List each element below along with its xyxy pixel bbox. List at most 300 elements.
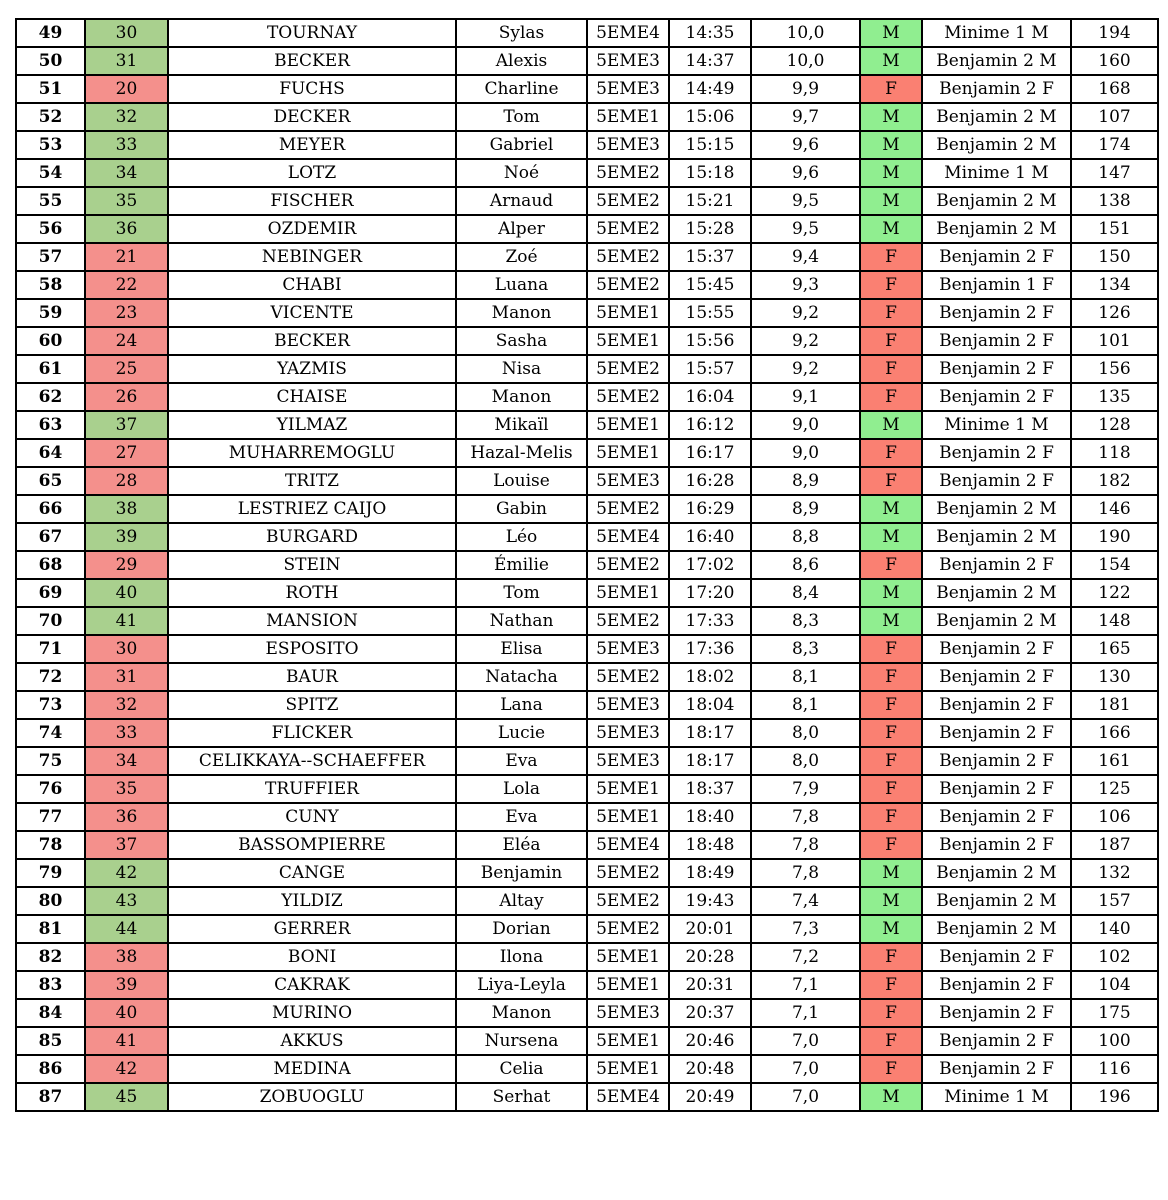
- table-row: [16, 663, 1158, 691]
- table-row: [16, 635, 1158, 663]
- sex-cell: F: [860, 299, 922, 327]
- category-cell: Benjamin 2 M: [922, 859, 1071, 887]
- speed-cell: 9,4: [751, 243, 860, 271]
- time-cell: 20:31: [669, 971, 751, 999]
- last-name-cell: BONI: [168, 943, 456, 971]
- speed-cell: 8,9: [751, 467, 860, 495]
- sex-cell: F: [860, 635, 922, 663]
- bib-number-cell: 160: [1071, 47, 1158, 75]
- gender-rank-cell: 33: [85, 131, 168, 159]
- last-name-cell: BURGARD: [168, 523, 456, 551]
- gender-rank-cell: 44: [85, 915, 168, 943]
- gender-rank-cell: 31: [85, 47, 168, 75]
- table-row: [16, 971, 1158, 999]
- first-name-cell: Alper: [456, 215, 587, 243]
- overall-position-cell: 75: [16, 747, 85, 775]
- gender-rank-cell: 20: [85, 75, 168, 103]
- class-cell: 5EME1: [587, 103, 669, 131]
- table-row: [16, 355, 1158, 383]
- first-name-cell: Luana: [456, 271, 587, 299]
- speed-cell: 9,0: [751, 439, 860, 467]
- speed-cell: 7,0: [751, 1055, 860, 1083]
- sex-cell: M: [860, 495, 922, 523]
- bib-number-cell: 101: [1071, 327, 1158, 355]
- speed-cell: 8,3: [751, 635, 860, 663]
- sex-cell: F: [860, 243, 922, 271]
- category-cell: Benjamin 2 F: [922, 383, 1071, 411]
- category-cell: Benjamin 2 F: [922, 719, 1071, 747]
- table-row: [16, 159, 1158, 187]
- sex-cell: M: [860, 915, 922, 943]
- last-name-cell: TRITZ: [168, 467, 456, 495]
- category-cell: Benjamin 2 F: [922, 943, 1071, 971]
- category-cell: Benjamin 2 M: [922, 47, 1071, 75]
- bib-number-cell: 148: [1071, 607, 1158, 635]
- last-name-cell: VICENTE: [168, 299, 456, 327]
- sex-cell: M: [860, 131, 922, 159]
- table-row: [16, 943, 1158, 971]
- speed-cell: 8,1: [751, 663, 860, 691]
- table-row: [16, 47, 1158, 75]
- gender-rank-cell: 22: [85, 271, 168, 299]
- last-name-cell: LOTZ: [168, 159, 456, 187]
- sex-cell: F: [860, 747, 922, 775]
- bib-number-cell: 118: [1071, 439, 1158, 467]
- time-cell: 16:40: [669, 523, 751, 551]
- speed-cell: 7,1: [751, 999, 860, 1027]
- overall-position-cell: 54: [16, 159, 85, 187]
- gender-rank-cell: 32: [85, 103, 168, 131]
- results-table: [15, 18, 1159, 1112]
- bib-number-cell: 181: [1071, 691, 1158, 719]
- gender-rank-cell: 40: [85, 579, 168, 607]
- bib-number-cell: 102: [1071, 943, 1158, 971]
- last-name-cell: MURINO: [168, 999, 456, 1027]
- time-cell: 14:49: [669, 75, 751, 103]
- class-cell: 5EME1: [587, 1027, 669, 1055]
- sex-cell: M: [860, 887, 922, 915]
- category-cell: Benjamin 2 M: [922, 131, 1071, 159]
- table-row: [16, 831, 1158, 859]
- bib-number-cell: 150: [1071, 243, 1158, 271]
- overall-position-cell: 63: [16, 411, 85, 439]
- bib-number-cell: 157: [1071, 887, 1158, 915]
- time-cell: 15:28: [669, 215, 751, 243]
- bib-number-cell: 166: [1071, 719, 1158, 747]
- time-cell: 15:37: [669, 243, 751, 271]
- first-name-cell: Manon: [456, 299, 587, 327]
- speed-cell: 9,5: [751, 215, 860, 243]
- first-name-cell: Lola: [456, 775, 587, 803]
- overall-position-cell: 52: [16, 103, 85, 131]
- class-cell: 5EME1: [587, 411, 669, 439]
- speed-cell: 9,6: [751, 159, 860, 187]
- last-name-cell: YILMAZ: [168, 411, 456, 439]
- time-cell: 15:55: [669, 299, 751, 327]
- last-name-cell: ROTH: [168, 579, 456, 607]
- speed-cell: 7,8: [751, 803, 860, 831]
- overall-position-cell: 80: [16, 887, 85, 915]
- bib-number-cell: 175: [1071, 999, 1158, 1027]
- sex-cell: M: [860, 47, 922, 75]
- sex-cell: M: [860, 187, 922, 215]
- first-name-cell: Hazal-Melis: [456, 439, 587, 467]
- time-cell: 18:02: [669, 663, 751, 691]
- gender-rank-cell: 38: [85, 943, 168, 971]
- sex-cell: F: [860, 691, 922, 719]
- overall-position-cell: 57: [16, 243, 85, 271]
- class-cell: 5EME3: [587, 635, 669, 663]
- category-cell: Benjamin 2 M: [922, 495, 1071, 523]
- speed-cell: 8,3: [751, 607, 860, 635]
- first-name-cell: Liya-Leyla: [456, 971, 587, 999]
- first-name-cell: Léo: [456, 523, 587, 551]
- overall-position-cell: 70: [16, 607, 85, 635]
- last-name-cell: MEYER: [168, 131, 456, 159]
- first-name-cell: Natacha: [456, 663, 587, 691]
- first-name-cell: Émilie: [456, 551, 587, 579]
- sex-cell: M: [860, 1083, 922, 1111]
- bib-number-cell: 138: [1071, 187, 1158, 215]
- class-cell: 5EME1: [587, 327, 669, 355]
- gender-rank-cell: 38: [85, 495, 168, 523]
- overall-position-cell: 81: [16, 915, 85, 943]
- last-name-cell: CHABI: [168, 271, 456, 299]
- sex-cell: F: [860, 1027, 922, 1055]
- first-name-cell: Tom: [456, 103, 587, 131]
- bib-number-cell: 194: [1071, 19, 1158, 47]
- time-cell: 18:48: [669, 831, 751, 859]
- gender-rank-cell: 45: [85, 1083, 168, 1111]
- category-cell: Benjamin 2 F: [922, 551, 1071, 579]
- first-name-cell: Lucie: [456, 719, 587, 747]
- speed-cell: 9,6: [751, 131, 860, 159]
- class-cell: 5EME1: [587, 1055, 669, 1083]
- table-row: [16, 803, 1158, 831]
- bib-number-cell: 196: [1071, 1083, 1158, 1111]
- speed-cell: 8,9: [751, 495, 860, 523]
- first-name-cell: Eléa: [456, 831, 587, 859]
- first-name-cell: Gabin: [456, 495, 587, 523]
- last-name-cell: CHAISE: [168, 383, 456, 411]
- category-cell: Benjamin 2 M: [922, 607, 1071, 635]
- class-cell: 5EME1: [587, 943, 669, 971]
- time-cell: 18:04: [669, 691, 751, 719]
- category-cell: Benjamin 2 M: [922, 579, 1071, 607]
- last-name-cell: DECKER: [168, 103, 456, 131]
- bib-number-cell: 146: [1071, 495, 1158, 523]
- table-row: [16, 467, 1158, 495]
- bib-number-cell: 168: [1071, 75, 1158, 103]
- category-cell: Benjamin 2 F: [922, 635, 1071, 663]
- category-cell: Benjamin 2 M: [922, 523, 1071, 551]
- gender-rank-cell: 42: [85, 1055, 168, 1083]
- category-cell: Benjamin 1 F: [922, 271, 1071, 299]
- time-cell: 15:45: [669, 271, 751, 299]
- time-cell: 17:36: [669, 635, 751, 663]
- class-cell: 5EME3: [587, 467, 669, 495]
- table-row: [16, 19, 1158, 47]
- time-cell: 20:46: [669, 1027, 751, 1055]
- last-name-cell: TOURNAY: [168, 19, 456, 47]
- first-name-cell: Zoé: [456, 243, 587, 271]
- bib-number-cell: 122: [1071, 579, 1158, 607]
- overall-position-cell: 50: [16, 47, 85, 75]
- table-row: [16, 299, 1158, 327]
- bib-number-cell: 134: [1071, 271, 1158, 299]
- bib-number-cell: 156: [1071, 355, 1158, 383]
- category-cell: Minime 1 M: [922, 1083, 1071, 1111]
- last-name-cell: AKKUS: [168, 1027, 456, 1055]
- class-cell: 5EME2: [587, 663, 669, 691]
- bib-number-cell: 154: [1071, 551, 1158, 579]
- bib-number-cell: 182: [1071, 467, 1158, 495]
- speed-cell: 8,1: [751, 691, 860, 719]
- sex-cell: F: [860, 775, 922, 803]
- overall-position-cell: 85: [16, 1027, 85, 1055]
- class-cell: 5EME4: [587, 1083, 669, 1111]
- class-cell: 5EME2: [587, 215, 669, 243]
- class-cell: 5EME2: [587, 271, 669, 299]
- bib-number-cell: 100: [1071, 1027, 1158, 1055]
- first-name-cell: Manon: [456, 999, 587, 1027]
- first-name-cell: Noé: [456, 159, 587, 187]
- overall-position-cell: 82: [16, 943, 85, 971]
- speed-cell: 7,8: [751, 859, 860, 887]
- last-name-cell: BECKER: [168, 327, 456, 355]
- time-cell: 20:37: [669, 999, 751, 1027]
- sex-cell: F: [860, 467, 922, 495]
- table-row: [16, 999, 1158, 1027]
- gender-rank-cell: 41: [85, 1027, 168, 1055]
- overall-position-cell: 74: [16, 719, 85, 747]
- gender-rank-cell: 41: [85, 607, 168, 635]
- sex-cell: M: [860, 579, 922, 607]
- overall-position-cell: 68: [16, 551, 85, 579]
- last-name-cell: MANSION: [168, 607, 456, 635]
- first-name-cell: Tom: [456, 579, 587, 607]
- overall-position-cell: 55: [16, 187, 85, 215]
- sex-cell: F: [860, 943, 922, 971]
- last-name-cell: STEIN: [168, 551, 456, 579]
- class-cell: 5EME1: [587, 439, 669, 467]
- overall-position-cell: 59: [16, 299, 85, 327]
- first-name-cell: Louise: [456, 467, 587, 495]
- last-name-cell: MEDINA: [168, 1055, 456, 1083]
- speed-cell: 8,4: [751, 579, 860, 607]
- category-cell: Benjamin 2 F: [922, 75, 1071, 103]
- bib-number-cell: 125: [1071, 775, 1158, 803]
- first-name-cell: Serhat: [456, 1083, 587, 1111]
- first-name-cell: Celia: [456, 1055, 587, 1083]
- results-table-body: [16, 19, 1158, 1111]
- last-name-cell: CANGE: [168, 859, 456, 887]
- category-cell: Benjamin 2 M: [922, 887, 1071, 915]
- table-row: [16, 1027, 1158, 1055]
- gender-rank-cell: 34: [85, 159, 168, 187]
- bib-number-cell: 128: [1071, 411, 1158, 439]
- time-cell: 15:18: [669, 159, 751, 187]
- class-cell: 5EME1: [587, 971, 669, 999]
- sex-cell: F: [860, 551, 922, 579]
- class-cell: 5EME2: [587, 551, 669, 579]
- class-cell: 5EME1: [587, 803, 669, 831]
- speed-cell: 10,0: [751, 47, 860, 75]
- gender-rank-cell: 33: [85, 719, 168, 747]
- speed-cell: 7,8: [751, 831, 860, 859]
- table-row: [16, 579, 1158, 607]
- table-row: [16, 271, 1158, 299]
- overall-position-cell: 69: [16, 579, 85, 607]
- overall-position-cell: 84: [16, 999, 85, 1027]
- overall-position-cell: 49: [16, 19, 85, 47]
- gender-rank-cell: 21: [85, 243, 168, 271]
- class-cell: 5EME3: [587, 47, 669, 75]
- speed-cell: 8,8: [751, 523, 860, 551]
- last-name-cell: FISCHER: [168, 187, 456, 215]
- overall-position-cell: 87: [16, 1083, 85, 1111]
- last-name-cell: LESTRIEZ CAIJO: [168, 495, 456, 523]
- category-cell: Benjamin 2 F: [922, 803, 1071, 831]
- gender-rank-cell: 32: [85, 691, 168, 719]
- category-cell: Benjamin 2 F: [922, 831, 1071, 859]
- table-row: [16, 859, 1158, 887]
- speed-cell: 9,2: [751, 299, 860, 327]
- category-cell: Benjamin 2 M: [922, 915, 1071, 943]
- table-row: [16, 131, 1158, 159]
- last-name-cell: ZOBUOGLU: [168, 1083, 456, 1111]
- class-cell: 5EME2: [587, 887, 669, 915]
- bib-number-cell: 130: [1071, 663, 1158, 691]
- sex-cell: M: [860, 215, 922, 243]
- bib-number-cell: 140: [1071, 915, 1158, 943]
- time-cell: 14:35: [669, 19, 751, 47]
- overall-position-cell: 79: [16, 859, 85, 887]
- last-name-cell: OZDEMIR: [168, 215, 456, 243]
- overall-position-cell: 62: [16, 383, 85, 411]
- table-row: [16, 523, 1158, 551]
- overall-position-cell: 60: [16, 327, 85, 355]
- table-row: [16, 187, 1158, 215]
- speed-cell: 7,0: [751, 1083, 860, 1111]
- bib-number-cell: 106: [1071, 803, 1158, 831]
- bib-number-cell: 190: [1071, 523, 1158, 551]
- overall-position-cell: 53: [16, 131, 85, 159]
- gender-rank-cell: 30: [85, 635, 168, 663]
- time-cell: 18:49: [669, 859, 751, 887]
- class-cell: 5EME3: [587, 719, 669, 747]
- bib-number-cell: 161: [1071, 747, 1158, 775]
- bib-number-cell: 165: [1071, 635, 1158, 663]
- time-cell: 20:28: [669, 943, 751, 971]
- category-cell: Benjamin 2 F: [922, 439, 1071, 467]
- time-cell: 18:37: [669, 775, 751, 803]
- category-cell: Benjamin 2 F: [922, 1027, 1071, 1055]
- last-name-cell: YILDIZ: [168, 887, 456, 915]
- table-row: [16, 915, 1158, 943]
- first-name-cell: Arnaud: [456, 187, 587, 215]
- gender-rank-cell: 34: [85, 747, 168, 775]
- bib-number-cell: 104: [1071, 971, 1158, 999]
- category-cell: Benjamin 2 F: [922, 243, 1071, 271]
- sex-cell: F: [860, 355, 922, 383]
- class-cell: 5EME4: [587, 19, 669, 47]
- table-row: [16, 1055, 1158, 1083]
- gender-rank-cell: 29: [85, 551, 168, 579]
- bib-number-cell: 151: [1071, 215, 1158, 243]
- sex-cell: F: [860, 831, 922, 859]
- table-row: [16, 747, 1158, 775]
- last-name-cell: MUHARREMOGLU: [168, 439, 456, 467]
- first-name-cell: Sylas: [456, 19, 587, 47]
- gender-rank-cell: 28: [85, 467, 168, 495]
- class-cell: 5EME3: [587, 75, 669, 103]
- overall-position-cell: 61: [16, 355, 85, 383]
- overall-position-cell: 78: [16, 831, 85, 859]
- speed-cell: 9,0: [751, 411, 860, 439]
- sex-cell: M: [860, 159, 922, 187]
- speed-cell: 9,9: [751, 75, 860, 103]
- table-row: [16, 411, 1158, 439]
- class-cell: 5EME3: [587, 131, 669, 159]
- table-row: [16, 607, 1158, 635]
- table-row: [16, 327, 1158, 355]
- category-cell: Benjamin 2 F: [922, 691, 1071, 719]
- overall-position-cell: 51: [16, 75, 85, 103]
- time-cell: 16:04: [669, 383, 751, 411]
- time-cell: 18:40: [669, 803, 751, 831]
- last-name-cell: CUNY: [168, 803, 456, 831]
- speed-cell: 8,0: [751, 719, 860, 747]
- speed-cell: 9,2: [751, 327, 860, 355]
- gender-rank-cell: 36: [85, 803, 168, 831]
- class-cell: 5EME4: [587, 523, 669, 551]
- time-cell: 17:02: [669, 551, 751, 579]
- overall-position-cell: 76: [16, 775, 85, 803]
- bib-number-cell: 116: [1071, 1055, 1158, 1083]
- last-name-cell: FLICKER: [168, 719, 456, 747]
- class-cell: 5EME2: [587, 187, 669, 215]
- time-cell: 18:17: [669, 747, 751, 775]
- time-cell: 18:17: [669, 719, 751, 747]
- gender-rank-cell: 39: [85, 523, 168, 551]
- sex-cell: F: [860, 971, 922, 999]
- overall-position-cell: 66: [16, 495, 85, 523]
- gender-rank-cell: 40: [85, 999, 168, 1027]
- time-cell: 15:56: [669, 327, 751, 355]
- speed-cell: 7,3: [751, 915, 860, 943]
- speed-cell: 7,4: [751, 887, 860, 915]
- time-cell: 16:28: [669, 467, 751, 495]
- class-cell: 5EME1: [587, 299, 669, 327]
- bib-number-cell: 107: [1071, 103, 1158, 131]
- gender-rank-cell: 42: [85, 859, 168, 887]
- sex-cell: F: [860, 719, 922, 747]
- speed-cell: 8,6: [751, 551, 860, 579]
- sex-cell: F: [860, 75, 922, 103]
- first-name-cell: Charline: [456, 75, 587, 103]
- time-cell: 17:20: [669, 579, 751, 607]
- category-cell: Minime 1 M: [922, 411, 1071, 439]
- last-name-cell: BAUR: [168, 663, 456, 691]
- first-name-cell: Lana: [456, 691, 587, 719]
- category-cell: Benjamin 2 F: [922, 747, 1071, 775]
- table-row: [16, 495, 1158, 523]
- gender-rank-cell: 43: [85, 887, 168, 915]
- last-name-cell: FUCHS: [168, 75, 456, 103]
- overall-position-cell: 67: [16, 523, 85, 551]
- sex-cell: F: [860, 663, 922, 691]
